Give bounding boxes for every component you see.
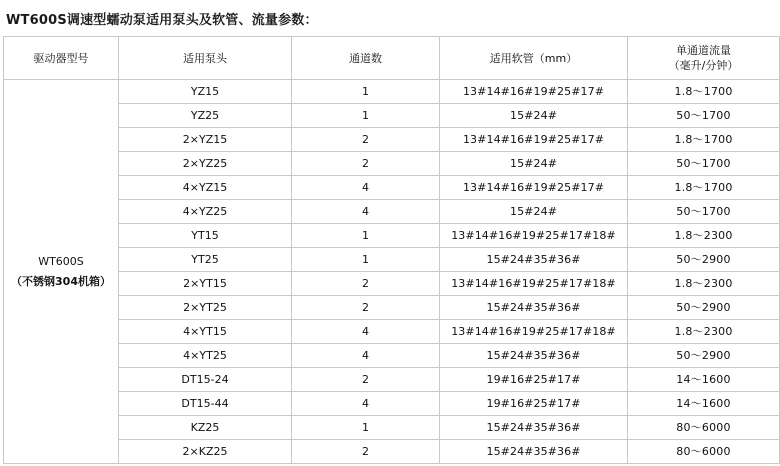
flow-cell: 50～1700	[628, 200, 780, 224]
table-header	[4, 37, 780, 80]
hose-cell: 19#16#25#17#	[440, 392, 628, 416]
flow-cell: 1.8～1700	[628, 80, 780, 104]
table-row	[4, 176, 780, 200]
channels-cell: 4	[292, 344, 440, 368]
channels-cell: 2	[292, 440, 440, 464]
channels-cell: 2	[292, 368, 440, 392]
flow-cell: 50～2900	[628, 248, 780, 272]
column-header-channels-label: 通道数	[349, 51, 382, 65]
driver-model-cell	[4, 80, 119, 464]
hose-cell: 13#14#16#19#25#17#	[440, 128, 628, 152]
driver-model-name: WT600S	[38, 254, 84, 268]
column-header-pump-head-label: 适用泵头	[183, 51, 227, 65]
hose-cell: 13#14#16#19#25#17#18#	[440, 320, 628, 344]
flow-cell: 50～2900	[628, 344, 780, 368]
channels-cell: 4	[292, 320, 440, 344]
flow-cell: 1.8～2300	[628, 272, 780, 296]
hose-cell: 15#24#35#36#	[440, 440, 628, 464]
column-header-hose-label: 适用软管（mm）	[489, 51, 578, 65]
pump-head-cell: 4×YZ15	[119, 176, 292, 200]
channels-cell: 4	[292, 200, 440, 224]
table-body	[4, 80, 780, 464]
pump-head-cell: 4×YT25	[119, 344, 292, 368]
table-row	[4, 440, 780, 464]
flow-cell: 50～2900	[628, 296, 780, 320]
table-row	[4, 248, 780, 272]
hose-cell: 15#24#35#36#	[440, 344, 628, 368]
pump-head-cell: DT15-44	[119, 392, 292, 416]
channels-cell: 1	[292, 104, 440, 128]
hose-cell: 13#14#16#19#25#17#18#	[440, 224, 628, 248]
hose-cell: 15#24#	[440, 104, 628, 128]
hose-cell: 15#24#35#36#	[440, 248, 628, 272]
flow-cell: 1.8～1700	[628, 128, 780, 152]
flow-cell: 50～1700	[628, 152, 780, 176]
driver-model-note: （不锈钢304机箱）	[11, 274, 111, 288]
flow-cell: 1.8～1700	[628, 176, 780, 200]
hose-cell: 19#16#25#17#	[440, 368, 628, 392]
table-row	[4, 272, 780, 296]
channels-cell: 1	[292, 248, 440, 272]
flow-cell: 1.8～2300	[628, 224, 780, 248]
column-header-flow-label: 单通道流量	[676, 44, 731, 57]
hose-cell: 15#24#35#36#	[440, 296, 628, 320]
hose-cell: 13#14#16#19#25#17#	[440, 80, 628, 104]
pump-head-cell: 4×YT15	[119, 320, 292, 344]
column-header-flow-unit: （毫升/分钟）	[668, 59, 739, 72]
table-header-row	[4, 37, 780, 80]
channels-cell: 1	[292, 224, 440, 248]
hose-cell: 15#24#	[440, 200, 628, 224]
table-row	[4, 344, 780, 368]
channels-cell: 2	[292, 296, 440, 320]
column-header-driver-model	[4, 37, 119, 80]
column-header-driver-model-label: 驱动器型号	[33, 51, 89, 65]
channels-cell: 4	[292, 392, 440, 416]
pump-head-cell: KZ25	[119, 416, 292, 440]
pump-head-cell: 2×YZ15	[119, 128, 292, 152]
table-row	[4, 152, 780, 176]
table-row	[4, 416, 780, 440]
pump-spec-table	[3, 36, 780, 464]
column-header-flow	[628, 37, 780, 80]
table-row	[4, 320, 780, 344]
pump-head-cell: YZ25	[119, 104, 292, 128]
channels-cell: 1	[292, 80, 440, 104]
flow-cell: 1.8～2300	[628, 320, 780, 344]
channels-cell: 1	[292, 416, 440, 440]
table-row	[4, 392, 780, 416]
pump-head-cell: YT25	[119, 248, 292, 272]
hose-cell: 13#14#16#19#25#17#	[440, 176, 628, 200]
table-row	[4, 224, 780, 248]
table-row	[4, 368, 780, 392]
table-row	[4, 80, 780, 104]
column-header-channels	[292, 37, 440, 80]
hose-cell: 13#14#16#19#25#17#18#	[440, 272, 628, 296]
page-title: WT600S调速型蠕动泵适用泵头及软管、流量参数：	[6, 13, 318, 28]
channels-cell: 4	[292, 176, 440, 200]
flow-cell: 80～6000	[628, 416, 780, 440]
flow-cell: 50～1700	[628, 104, 780, 128]
flow-cell: 14～1600	[628, 368, 780, 392]
table-row	[4, 104, 780, 128]
flow-cell: 14～1600	[628, 392, 780, 416]
pump-head-cell: 2×YZ25	[119, 152, 292, 176]
channels-cell: 2	[292, 128, 440, 152]
channels-cell: 2	[292, 152, 440, 176]
pump-head-cell: 2×YT25	[119, 296, 292, 320]
column-header-hose	[440, 37, 628, 80]
table-row	[4, 200, 780, 224]
column-header-pump-head	[119, 37, 292, 80]
pump-head-cell: DT15-24	[119, 368, 292, 392]
pump-head-cell: 4×YZ25	[119, 200, 292, 224]
pump-head-cell: 2×KZ25	[119, 440, 292, 464]
pump-head-cell: YZ15	[119, 80, 292, 104]
hose-cell: 15#24#35#36#	[440, 416, 628, 440]
hose-cell: 15#24#	[440, 152, 628, 176]
table-row	[4, 128, 780, 152]
pump-head-cell: 2×YT15	[119, 272, 292, 296]
channels-cell: 2	[292, 272, 440, 296]
table-row	[4, 296, 780, 320]
flow-cell: 80～6000	[628, 440, 780, 464]
pump-head-cell: YT15	[119, 224, 292, 248]
